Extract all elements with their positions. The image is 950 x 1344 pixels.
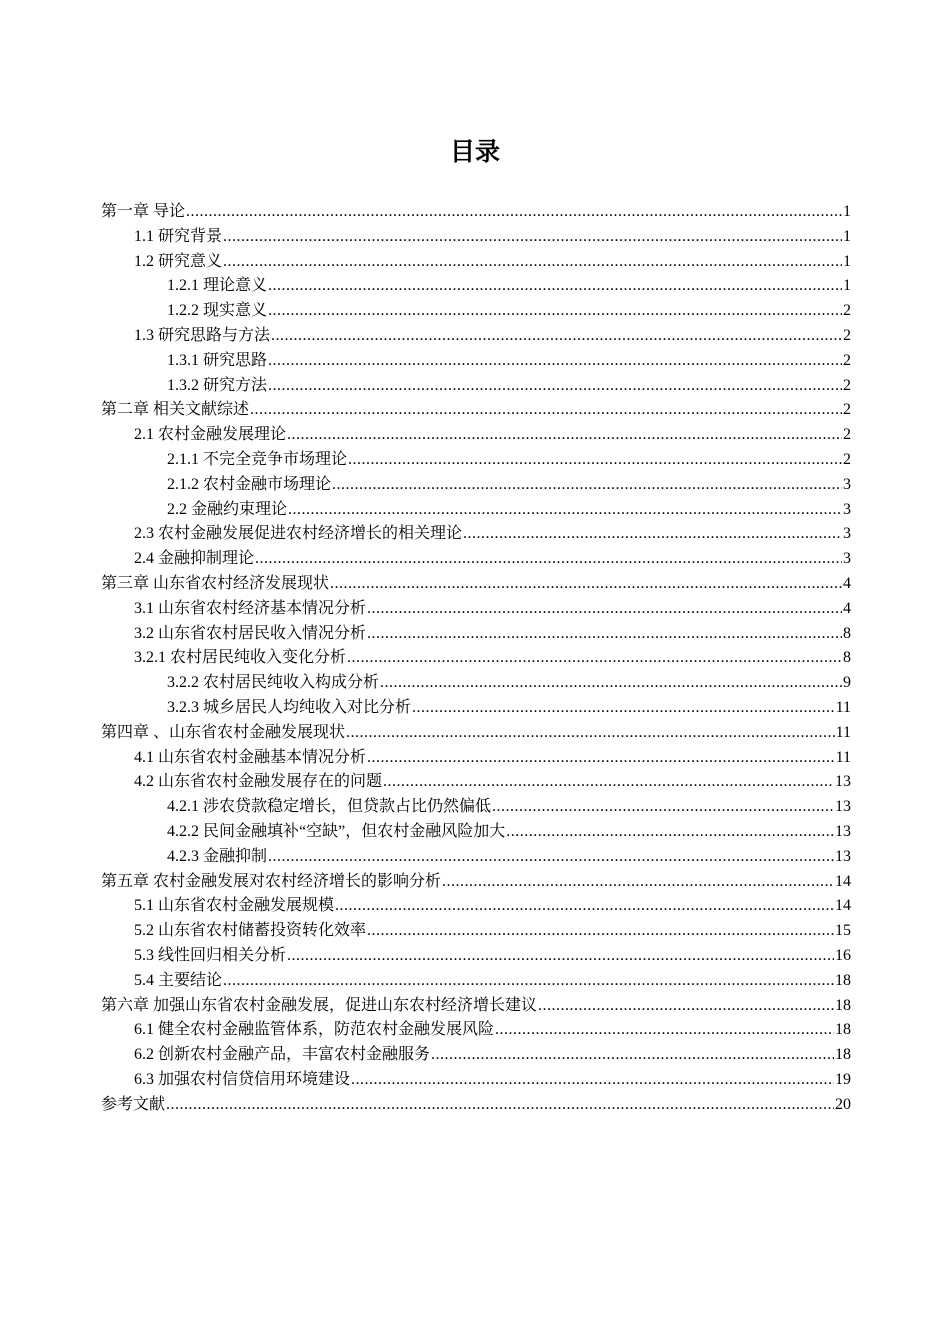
toc-entry[interactable]: [101, 250, 851, 275]
toc-entry-page-number: 11: [835, 723, 851, 741]
toc-entry-page-number: 8: [843, 624, 851, 642]
dot-leader: [346, 721, 835, 746]
toc-entry-title: 2.4 金融抑制理论: [134, 550, 255, 568]
dot-leader: [431, 1043, 834, 1068]
dot-leader: [166, 1093, 834, 1118]
toc-entry[interactable]: [101, 274, 851, 299]
toc-entry-title: 4.1 山东省农村金融基本情况分析: [134, 748, 367, 766]
toc-entry-page-number: 1: [843, 203, 851, 220]
dot-leader: [463, 522, 842, 547]
dot-leader: [492, 795, 834, 820]
toc-entry-title: 5.4 主要结论: [134, 971, 223, 989]
toc-entry-title: 1.2.2 现实意义: [167, 302, 268, 320]
dot-leader: [268, 299, 842, 324]
toc-entry[interactable]: [101, 225, 851, 250]
toc-entry[interactable]: [101, 894, 851, 919]
toc-entry-title: 3.2.3 城乡居民人均纯收入对比分析: [167, 698, 412, 716]
dot-leader: [347, 646, 842, 671]
toc-entry[interactable]: [101, 349, 851, 374]
page-title: 目录: [449, 137, 500, 166]
dot-leader: [223, 969, 834, 994]
dot-leader: [442, 870, 834, 895]
toc-entry-page-number: 18: [835, 1021, 851, 1039]
toc-entry[interactable]: [101, 795, 851, 820]
dot-leader: [287, 944, 834, 969]
toc-entry[interactable]: [101, 597, 851, 622]
dot-leader: [255, 547, 842, 572]
dot-leader: [271, 324, 842, 349]
toc-entry-title: 1.1 研究背景: [134, 227, 223, 245]
toc-entry[interactable]: [101, 1043, 851, 1068]
dot-leader: [380, 671, 842, 696]
toc-entry[interactable]: [101, 646, 851, 671]
dot-leader: [268, 374, 842, 399]
toc-entry-title: 1.3.2 研究方法: [167, 376, 268, 394]
toc-entry[interactable]: [101, 398, 851, 423]
toc-entry-title: 3.2.2 农村居民纯收入构成分析: [167, 674, 380, 692]
dot-leader: [186, 200, 842, 225]
toc-entry-page-number: 2: [843, 401, 851, 419]
toc-entry-title: 2.3 农村金融发展促进农村经济增长的相关理论: [134, 525, 463, 543]
dot-leader: [268, 274, 842, 299]
toc-entry[interactable]: [101, 547, 851, 572]
toc-entry[interactable]: [101, 498, 851, 523]
toc-entry[interactable]: [101, 671, 851, 696]
dot-leader: [367, 597, 842, 622]
dot-leader: [412, 696, 835, 721]
toc-entry-page-number: 2: [843, 326, 851, 344]
toc-entry[interactable]: [101, 746, 851, 771]
toc-entry-page-number: 18: [835, 1046, 851, 1064]
toc-entry-title: 4.2 山东省农村金融发展存在的问题: [134, 773, 383, 791]
toc-entry-title: 第二章 相关文献综述: [101, 401, 250, 419]
toc-entry-page-number: 3: [843, 550, 851, 568]
dot-leader: [367, 919, 834, 944]
toc-entry[interactable]: [101, 1018, 851, 1043]
toc-entry-page-number: 13: [835, 798, 851, 816]
toc-entry[interactable]: [101, 473, 851, 498]
toc-entry-page-number: 4: [843, 574, 851, 592]
toc-entry[interactable]: [101, 969, 851, 994]
toc-entry[interactable]: [101, 870, 851, 895]
toc-entry[interactable]: [101, 721, 851, 746]
toc-entry[interactable]: [101, 299, 851, 324]
toc-entry-page-number: 1: [843, 277, 851, 295]
dot-leader: [351, 1068, 834, 1093]
dot-leader: [223, 250, 842, 275]
toc-entry-title: 1.3 研究思路与方法: [134, 326, 271, 344]
toc-entry-title: 5.1 山东省农村金融发展规模: [134, 897, 335, 915]
table-of-contents: [101, 200, 851, 1117]
toc-entry-title: 第三章 山东省农村经济发展现状: [101, 574, 330, 592]
toc-entry-page-number: 20: [835, 1095, 851, 1113]
toc-entry-page-number: 18: [835, 996, 851, 1014]
toc-entry[interactable]: [101, 374, 851, 399]
toc-entry[interactable]: [101, 944, 851, 969]
toc-entry[interactable]: [101, 770, 851, 795]
dot-leader: [383, 770, 834, 795]
toc-entry-title: 4.2.2 民间金融填补“空缺”，但农村金融风险加大: [167, 822, 506, 840]
toc-entry-title: 2.1.1 不完全竞争市场理论: [167, 450, 348, 468]
toc-entry-title: 6.3 加强农村信贷信用环境建设: [134, 1070, 351, 1088]
toc-entry-page-number: 9: [843, 674, 851, 692]
toc-entry-title: 5.2 山东省农村储蓄投资转化效率: [134, 922, 367, 940]
toc-entry-page-number: 11: [835, 748, 851, 766]
toc-entry-title: 2.1.2 农村金融市场理论: [167, 475, 332, 493]
dot-leader: [268, 845, 834, 870]
toc-entry-title: 参考文献: [101, 1095, 166, 1113]
toc-entry-title: 第一章 导论: [101, 203, 186, 220]
dot-leader: [335, 894, 834, 919]
dot-leader: [288, 498, 842, 523]
toc-entry-title: 2.2 金融约束理论: [167, 500, 288, 518]
toc-entry-page-number: 18: [835, 971, 851, 989]
toc-entry-title: 第六章 加强山东省农村金融发展，促进山东农村经济增长建议: [101, 996, 538, 1014]
dot-leader: [506, 820, 834, 845]
dot-leader: [495, 1018, 834, 1043]
toc-entry[interactable]: [101, 522, 851, 547]
dot-leader: [287, 423, 842, 448]
toc-entry-page-number: 14: [835, 897, 851, 915]
toc-entry-title: 4.2.3 金融抑制: [167, 847, 268, 865]
toc-entry-title: 6.1 健全农村金融监管体系，防范农村金融发展风险: [134, 1021, 495, 1039]
toc-entry-page-number: 19: [835, 1070, 851, 1088]
toc-entry-page-number: 2: [843, 302, 851, 320]
toc-entry[interactable]: [101, 919, 851, 944]
toc-entry-title: 2.1 农村金融发展理论: [134, 426, 287, 444]
toc-entry-title: 6.2 创新农村金融产品，丰富农村金融服务: [134, 1046, 431, 1064]
toc-entry-page-number: 2: [843, 376, 851, 394]
toc-entry[interactable]: [101, 820, 851, 845]
toc-entry[interactable]: [101, 200, 851, 225]
dot-leader: [330, 572, 842, 597]
toc-entry-page-number: 16: [835, 946, 851, 964]
toc-entry[interactable]: [101, 1068, 851, 1093]
toc-entry-page-number: 2: [843, 450, 851, 468]
toc-entry[interactable]: [101, 324, 851, 349]
toc-entry-page-number: 2: [843, 426, 851, 444]
toc-entry-title: 1.2 研究意义: [134, 252, 223, 270]
toc-entry-page-number: 15: [835, 922, 851, 940]
toc-entry-title: 3.2 山东省农村居民收入情况分析: [134, 624, 367, 642]
toc-entry-page-number: 3: [843, 500, 851, 518]
dot-leader: [332, 473, 842, 498]
toc-entry-page-number: 11: [835, 698, 851, 716]
dot-leader: [367, 622, 842, 647]
toc-entry-page-number: 2: [843, 351, 851, 369]
toc-entry-title: 1.2.1 理论意义: [167, 277, 268, 295]
dot-leader: [538, 994, 834, 1019]
toc-entry-page-number: 4: [843, 599, 851, 617]
dot-leader: [250, 398, 842, 423]
toc-entry[interactable]: [101, 448, 851, 473]
toc-entry-page-number: 1: [843, 227, 851, 245]
toc-entry-title: 5.3 线性回归相关分析: [134, 946, 287, 964]
toc-entry[interactable]: [101, 1093, 851, 1118]
dot-leader: [223, 225, 842, 250]
toc-entry-title: 第五章 农村金融发展对农村经济增长的影响分析: [101, 872, 442, 890]
toc-entry[interactable]: [101, 572, 851, 597]
toc-entry-title: 第四章 、山东省农村金融发展现状: [101, 723, 346, 741]
toc-entry[interactable]: [101, 696, 851, 721]
dot-leader: [367, 746, 835, 771]
toc-entry-page-number: 13: [835, 847, 851, 865]
toc-entry[interactable]: [101, 845, 851, 870]
toc-entry-page-number: 3: [843, 525, 851, 543]
toc-entry-title: 3.2.1 农村居民纯收入变化分析: [134, 649, 347, 667]
toc-entry-page-number: 13: [835, 773, 851, 791]
toc-entry-title: 3.1 山东省农村经济基本情况分析: [134, 599, 367, 617]
dot-leader: [348, 448, 842, 473]
toc-entry-title: 1.3.1 研究思路: [167, 351, 268, 369]
toc-entry-page-number: 14: [835, 872, 851, 890]
toc-entry[interactable]: [101, 994, 851, 1019]
toc-entry-page-number: 3: [843, 475, 851, 493]
toc-entry-page-number: 8: [843, 649, 851, 667]
toc-entry-page-number: 1: [843, 252, 851, 270]
toc-entry-page-number: 13: [835, 822, 851, 840]
toc-entry-title: 4.2.1 涉农贷款稳定增长，但贷款占比仍然偏低: [167, 798, 492, 816]
toc-entry[interactable]: [101, 423, 851, 448]
toc-entry[interactable]: [101, 622, 851, 647]
dot-leader: [268, 349, 842, 374]
